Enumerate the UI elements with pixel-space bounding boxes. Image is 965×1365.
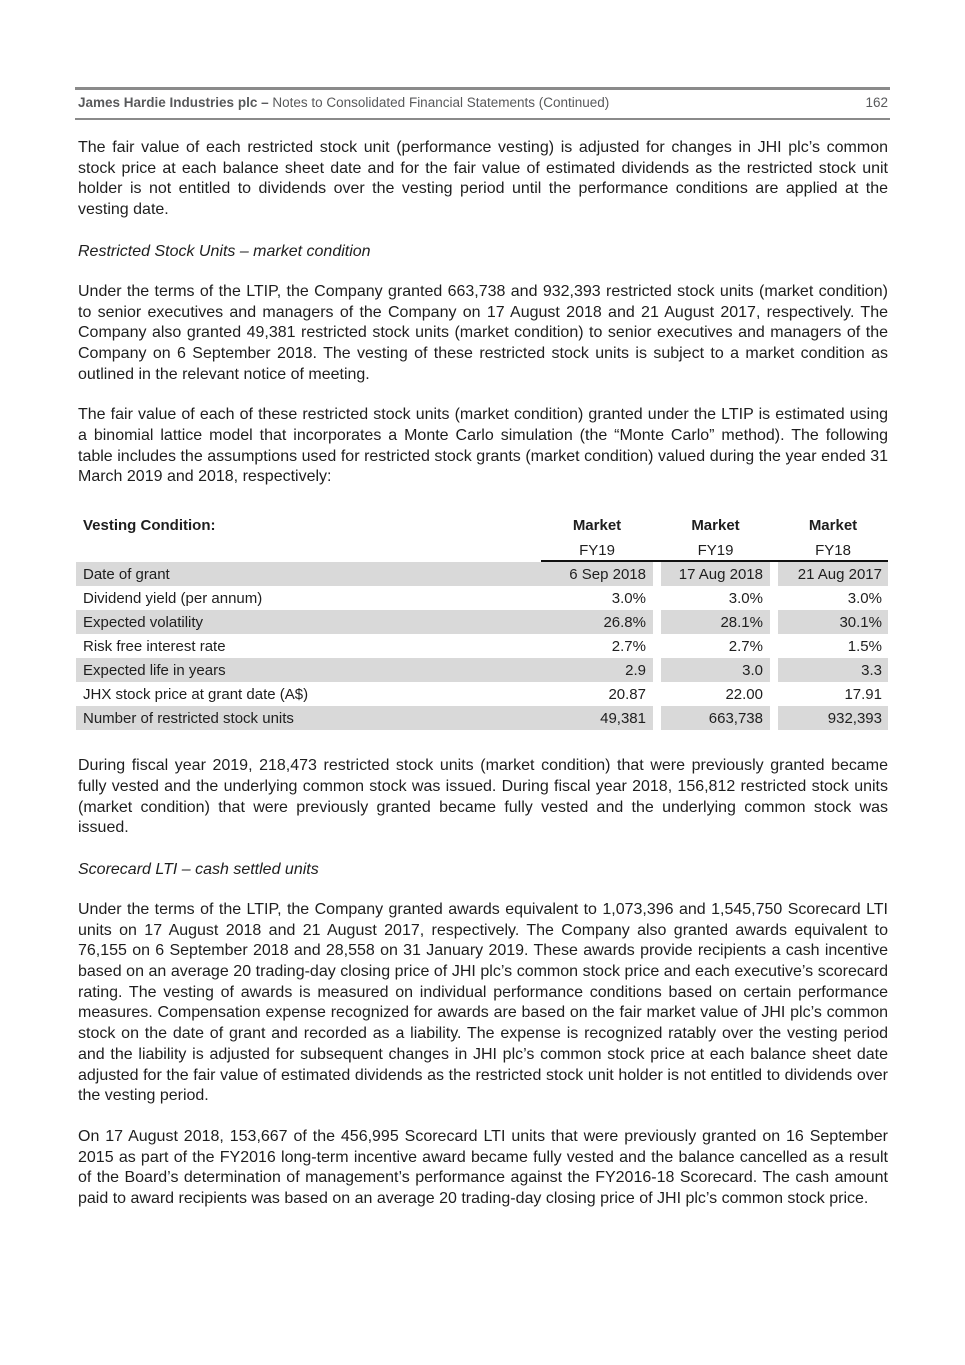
table-cell-label-group: [76, 586, 653, 610]
top-horizontal-rule: [75, 87, 890, 90]
table-subheader-cell: [76, 540, 653, 560]
table-cell-label: Expected volatility: [83, 613, 204, 631]
paragraph-fy2016-vesting: On 17 August 2018, 153,667 of the 456,995 Scorecard LTI units that were previously granted on 16 September 2015 as part of the FY2016 long-term incentive award became fully vested and the balance cancelled as a result of the Board’s determination of management’s performance against the FY2016-18 Scorecard. The cash amount paid to award recipients was based on an average 20 trading-day closing price of JHI plc’s common stock price.: [78, 1127, 888, 1208]
table-cell-label-group: [76, 706, 653, 730]
table-cell-label-group: [76, 610, 653, 634]
table-cell-value: 1.5%: [847, 637, 882, 655]
table-cell-value: 3.0%: [611, 589, 646, 607]
paragraph-fair-value-performance: The fair value of each restricted stock unit (performance vesting) is adjusted for changes in JHI plc’s common stock price at each balance sheet date and for the fair value of estimated dividends as the restricted stock unit holder is not entitled to dividends over the vesting period until the performance conditions are applied at the vesting date.: [78, 139, 888, 219]
table-cell-label: Date of grant: [83, 565, 170, 583]
table-cell-label: Dividend yield (per annum): [83, 589, 263, 607]
table-cell-value: 17.91: [844, 685, 882, 703]
table-col-group-2: Market: [691, 517, 740, 535]
header-subtitle: Notes to Consolidated Financial Statements (Continued): [272, 95, 610, 110]
assumptions-table: [76, 514, 888, 730]
table-subheader-row: [76, 540, 888, 560]
table-cell-label: Number of restricted stock units: [83, 709, 294, 727]
table-header-cell: [76, 514, 653, 537]
table-col-group-3: Market: [808, 517, 858, 535]
table-col-period-2: FY19: [697, 541, 734, 559]
table-cell-value: 21 Aug 2017: [778, 562, 888, 586]
table-col-period-3: FY18: [815, 541, 851, 559]
table-row: [76, 610, 888, 634]
table-cell-value: 2.7%: [728, 637, 763, 655]
table-cell-value: 28.1%: [661, 610, 770, 634]
header-title: [78, 95, 609, 110]
heading-scorecard-lti: Scorecard LTI – cash settled units: [78, 860, 319, 878]
heading-rsu-market-condition: Restricted Stock Units – market condition: [78, 242, 371, 260]
table-cell-label-group: [76, 658, 653, 682]
table-cell-value: 6 Sep 2018: [569, 565, 646, 583]
table-cell-label: Expected life in years: [83, 661, 226, 679]
table-cell-value: 26.8%: [603, 613, 646, 631]
table-cell-value: 17 Aug 2018: [661, 562, 770, 586]
table-row: [76, 706, 888, 730]
paragraph-monte-carlo: The fair value of each of these restricted stock units (market condition) granted under the LTIP is estimated using a binomial lattice model that incorporates a Monte Carlo simulation (the “Monte Carlo” method). The following table includes the assumptions used for restricted stock grants (market condition) valued during the year ended 31 March 2019 and 2018, respectively:: [78, 406, 888, 486]
table-cell-value: 3.3: [778, 658, 888, 682]
table-row: [76, 658, 888, 682]
table-row-header: Vesting Condition:: [83, 517, 216, 535]
paragraph-scorecard-awards: Under the terms of the LTIP, the Company granted awards equivalent to 1,073,396 and 1,545,750 Scorecard LTI units on 17 August 2018 and 21 August 2017, respectively. The Company also granted awards equivalent to 76,155 on 6 September 2018 and 28,558 on 31 January 2019. These awards provide recipients a cash incentive based on an average 20 trading-day closing price of JHI plc’s common stock price and each executive’s scorecard rating. The vesting of awards is measured on individual performance conditions based on certain performance measures. Compensation expense recognized for awards are based on the fair market value of JHI plc’s common stock on the date of grant and recorded as a liability. The expense is recognized ratably over the vesting period and the liability is adjusted for subsequent changes in JHI plc’s common stock price at each balance sheet date adjusted for the fair value of estimated dividends as the restricted stock unit holder is not entitled to dividends over the vesting period.: [78, 900, 888, 1105]
table-cell-value: 932,393: [778, 706, 888, 730]
table-cell-label-group: [76, 634, 653, 658]
table-cell-value: 2.7%: [611, 637, 646, 655]
table-col-period-1: FY19: [579, 541, 615, 559]
table-cell-value: 2.9: [625, 661, 646, 679]
table-cell-label: JHX stock price at grant date (A$): [83, 685, 309, 703]
table-col-group-1: Market: [572, 517, 622, 535]
table-row: [76, 562, 888, 586]
table-cell-value: 49,381: [600, 709, 646, 727]
table-cell-value: 663,738: [661, 706, 770, 730]
header-bottom-rule: [75, 118, 890, 120]
table-cell-value: 22.00: [725, 685, 763, 703]
paragraph-ltip-grants: Under the terms of the LTIP, the Company granted 663,738 and 932,393 restricted stock units (market condition) to senior executives and managers of the Company on 17 August 2018 and 21 August 2017, respectively. The Company also granted 49,381 restricted stock units (market condition) to senior executives and managers of the Company on 6 September 2018. The vesting of these restricted stock units is subject to a market condition as outlined in the relevant notice of meeting.: [78, 282, 888, 383]
table-cell-label-group: [76, 562, 653, 586]
table-cell-value: 3.0: [661, 658, 770, 682]
company-name: James Hardie Industries plc –: [78, 95, 269, 110]
table-row: [76, 682, 888, 706]
table-row: [76, 586, 888, 610]
table-cell-label: Risk free interest rate: [83, 637, 226, 655]
table-cell-value: 20.87: [608, 685, 646, 703]
table-row: [76, 634, 888, 658]
table-cell-label-group: [76, 682, 653, 706]
paragraph-vesting-fy2019: During fiscal year 2019, 218,473 restricted stock units (market condition) that were previously granted became fully vested and the underlying common stock was issued. During fiscal year 2018, 156,812 restricted stock units (market condition) that were previously granted became fully vested and the underlying common stock was issued.: [78, 757, 888, 837]
table-cell-value: 30.1%: [778, 610, 888, 634]
table-cell-value: 3.0%: [728, 589, 763, 607]
running-header: [78, 95, 888, 110]
table-cell-value: 3.0%: [847, 589, 882, 607]
document-content: [78, 138, 888, 1210]
page-number: 162: [865, 95, 888, 110]
table-header-row: [76, 514, 888, 540]
